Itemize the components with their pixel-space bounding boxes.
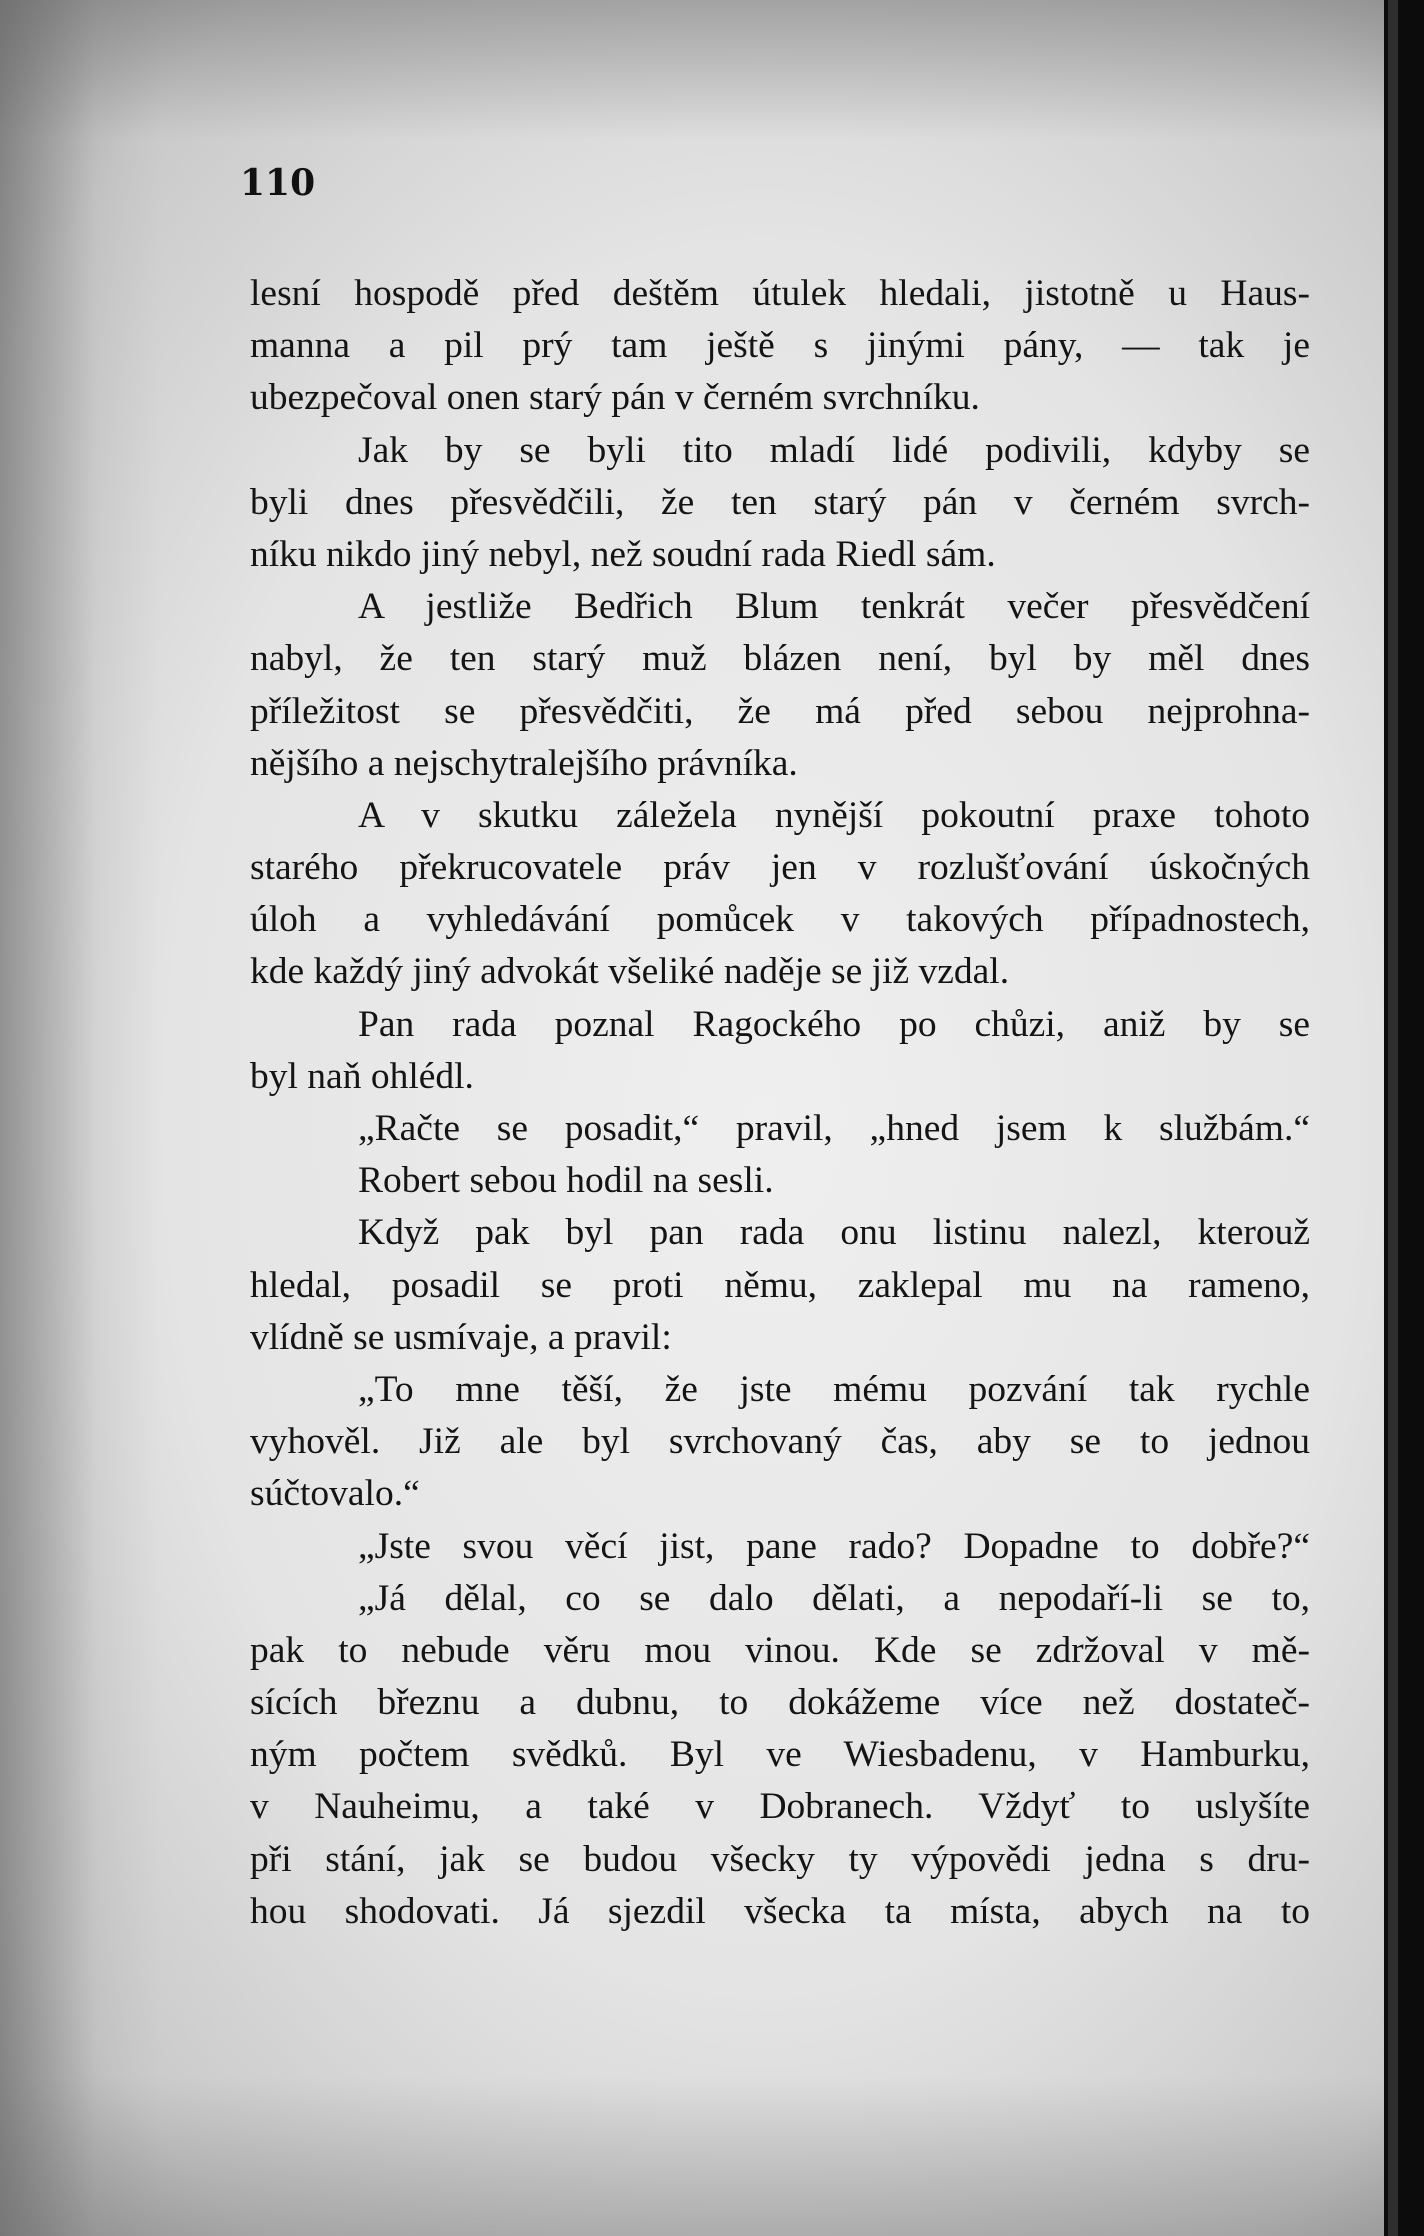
- text-line: byl naň ohlédl.: [250, 1055, 474, 1097]
- page-edge-shadow: [0, 0, 160, 2236]
- page-bottom-shadow: [0, 2076, 1384, 2236]
- text-line: nějšího a nejschytralejšího právníka.: [250, 742, 798, 784]
- text-line: nabyl, že ten starý muž blázen není, byl by měl dnes: [250, 638, 1310, 680]
- text-line: ubezpečoval onen starý pán v černém svrchníku.: [250, 377, 980, 419]
- text-line: kde každý jiný advokát všeliké naděje se již vzdal.: [250, 951, 1010, 993]
- text-line: níku nikdo jiný nebyl, než soudní rada Riedl sám.: [250, 533, 996, 575]
- text-line: lesní hospodě před deštěm útulek hledali, jistotně u Haus-: [250, 273, 1310, 314]
- text-line: ným počtem svědků. Byl ve Wiesbadenu, v Hamburku,: [250, 1734, 1310, 1776]
- text-line: „To mne těší, že jste mému pozvání tak rychle: [358, 1368, 1310, 1410]
- text-line: A jestliže Bedřich Blum tenkrát večer přesvědčení: [358, 586, 1310, 628]
- text-line: hledal, posadil se proti němu, zaklepal mu na rameno,: [250, 1264, 1310, 1306]
- text-line: Pan rada poznal Ragockého po chůzi, aniž by se: [358, 1003, 1310, 1045]
- text-line: pak to nebude věru mou vinou. Kde se zdržoval v mě-: [250, 1629, 1310, 1671]
- text-line: súčtovalo.“: [250, 1473, 420, 1515]
- text-line: „Jste svou věcí jist, pane rado? Dopadne to dobře?“: [358, 1525, 1310, 1567]
- text-line: vlídně se usmívaje, a pravil:: [250, 1316, 672, 1358]
- text-line: při stání, jak se budou všecky ty výpovědi jedna s dru-: [250, 1838, 1310, 1880]
- text-line: starého překrucovatele práv jen v rozlušťování úskočných: [250, 847, 1310, 889]
- text-line: Robert sebou hodil na sesli.: [358, 1160, 774, 1202]
- scan-border-rule: [1388, 0, 1398, 2236]
- page-top-shadow: [0, 0, 1384, 140]
- page-number: 110: [240, 162, 316, 204]
- text-line: Když pak byl pan rada onu listinu nalezl, kterouž: [358, 1212, 1310, 1254]
- text-line: příležitost se přesvědčiti, že má před sebou nejprohna-: [250, 690, 1310, 732]
- text-line: hou shodovati. Já sjezdil všecka ta místa, abych na to: [250, 1890, 1310, 1932]
- text-line: sících březnu a dubnu, to dokážeme více než dostateč-: [250, 1682, 1310, 1724]
- text-line: A v skutku záležela nynější pokoutní praxe tohoto: [358, 794, 1310, 836]
- text-line: Jak by se byli tito mladí lidé podivili, kdyby se: [358, 429, 1310, 471]
- text-line: „Já dělal, co se dalo dělati, a nepodaří-li se to,: [358, 1577, 1310, 1619]
- text-line: manna a pil prý tam ještě s jinými pány, — tak je: [250, 325, 1310, 367]
- body-text: [250, 268, 1310, 1938]
- text-line: byli dnes přesvědčili, že ten starý pán v černém svrch-: [250, 481, 1310, 523]
- text-line: v Nauheimu, a také v Dobranech. Vždyť to uslyšíte: [250, 1786, 1310, 1828]
- text-line: „Račte se posadit,“ pravil, „hned jsem k službám.“: [358, 1108, 1310, 1149]
- text-line: vyhověl. Již ale byl svrchovaný čas, aby se to jednou: [250, 1421, 1310, 1463]
- text-line: úloh a vyhledávání pomůcek v takových případnostech,: [250, 899, 1310, 941]
